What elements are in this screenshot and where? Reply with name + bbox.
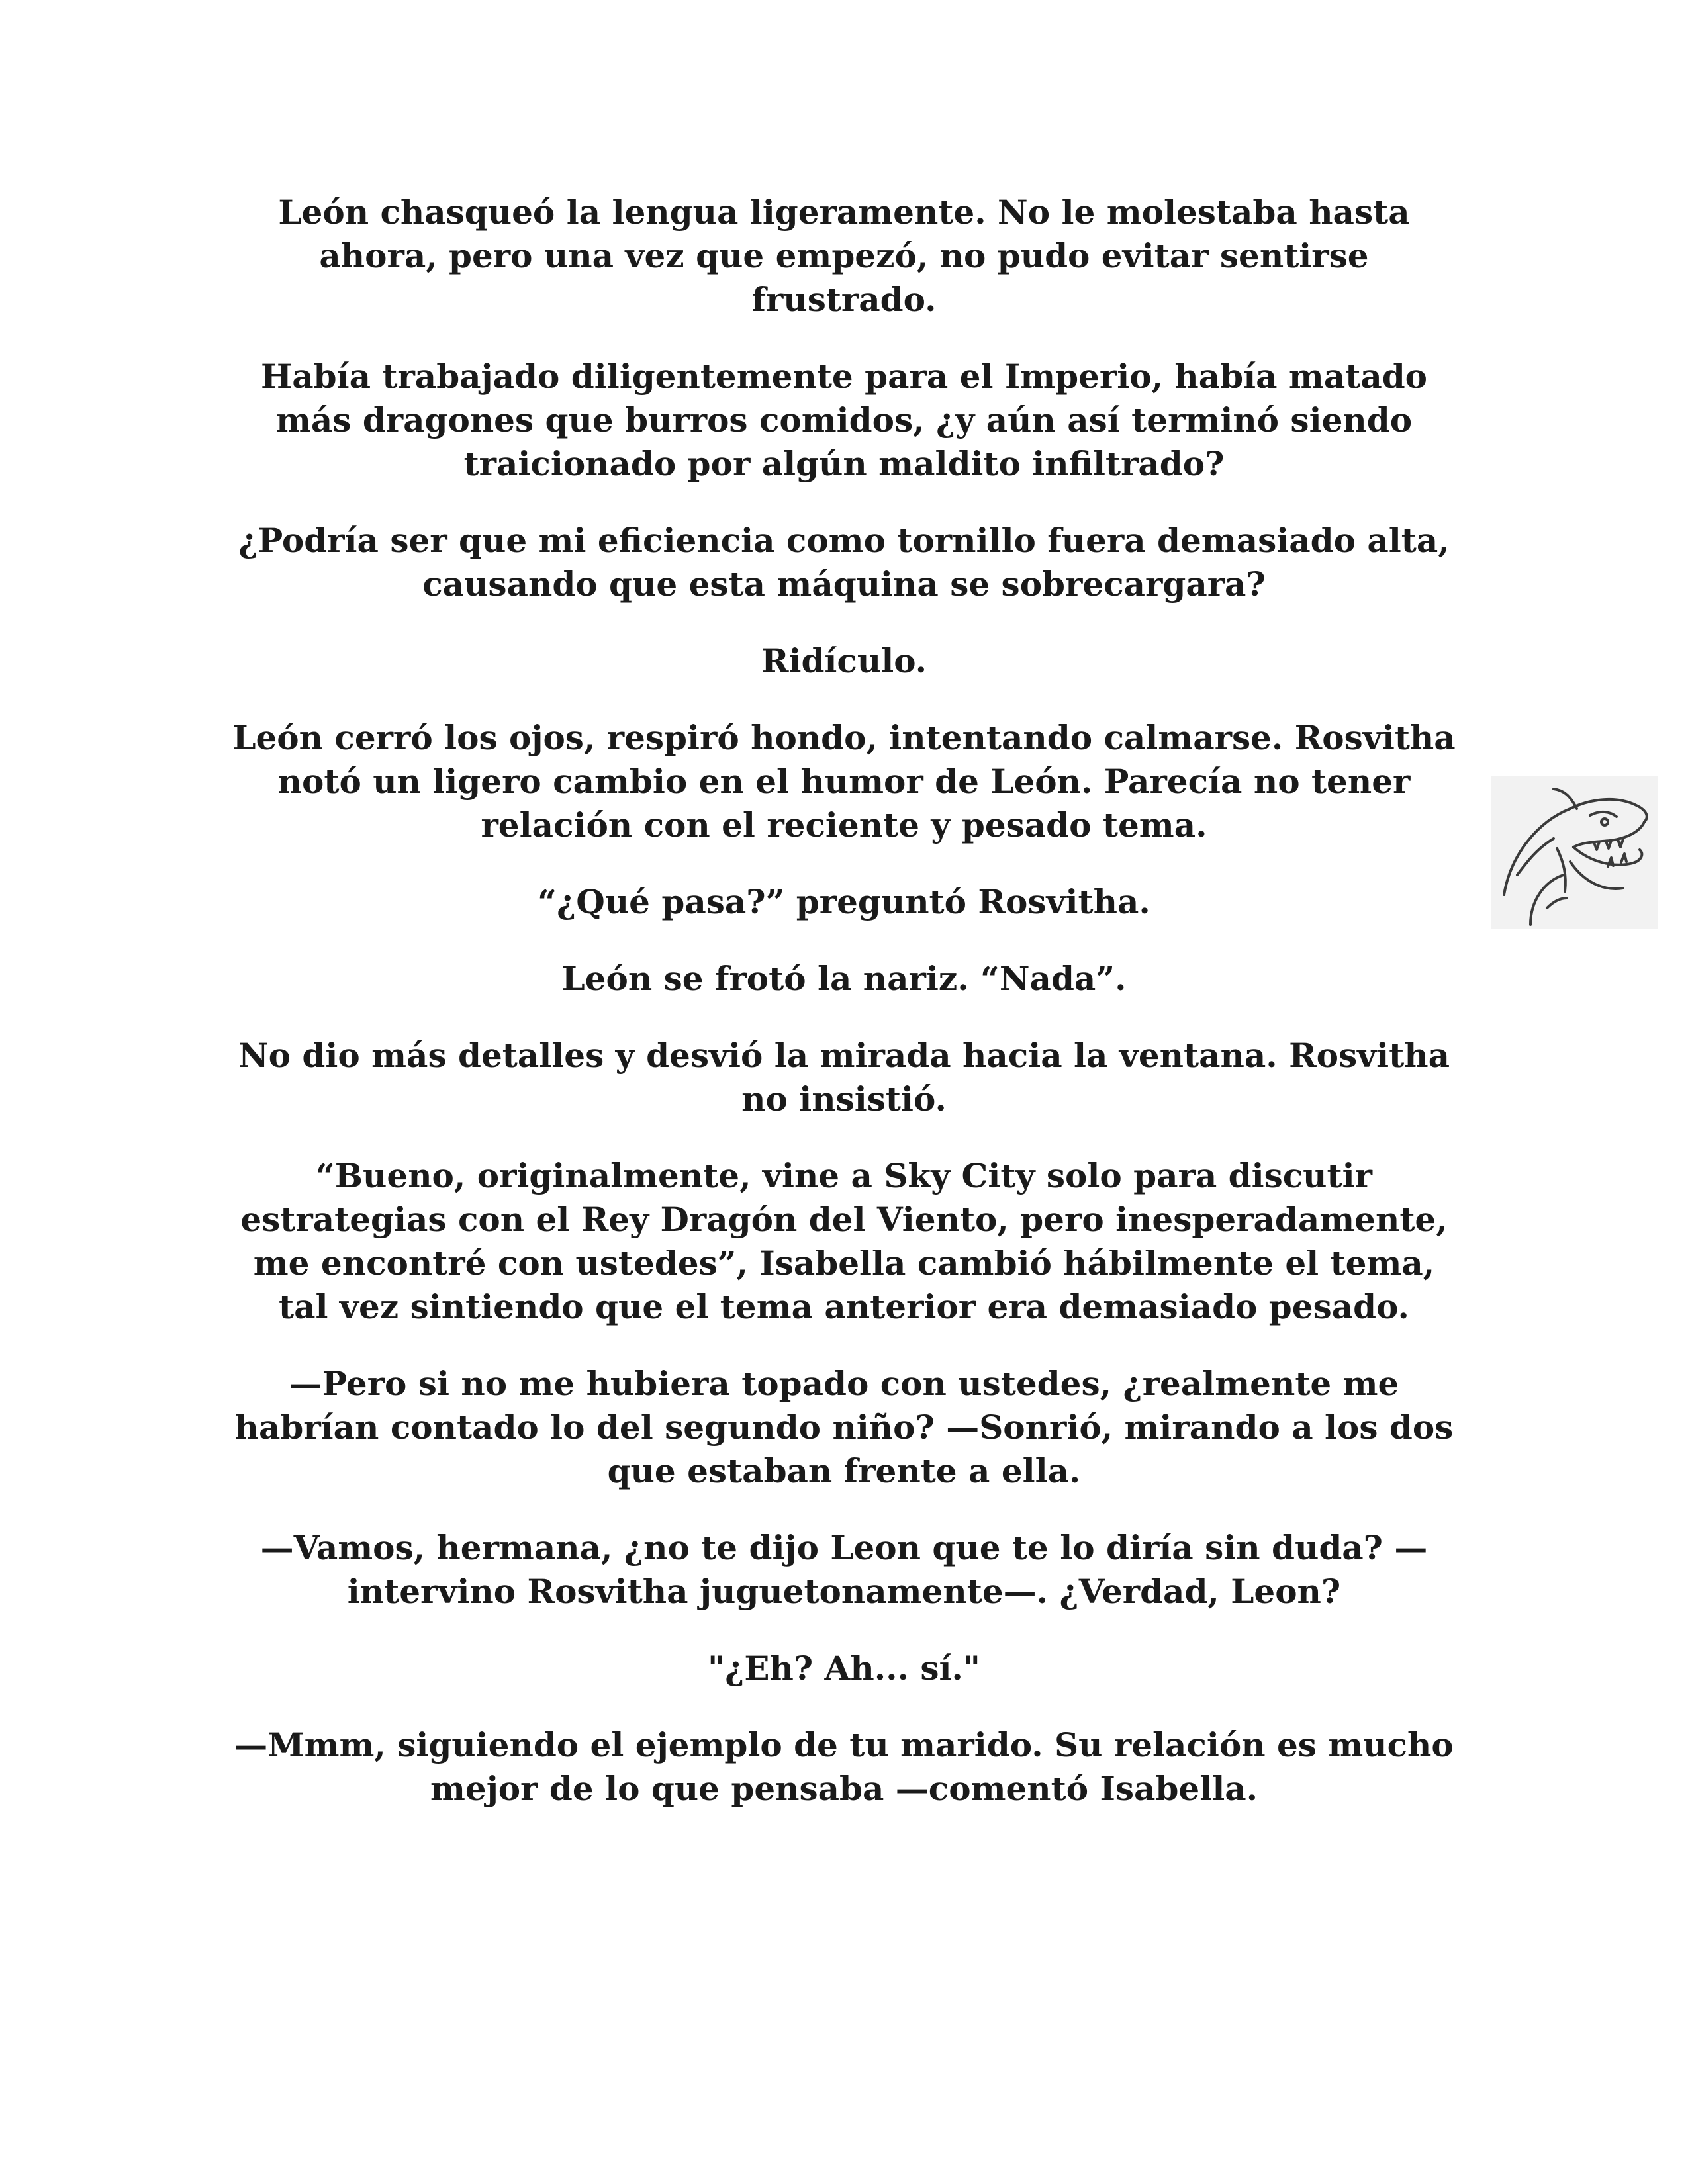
paragraph: —Mmm, siguiendo el ejemplo de tu marido. Su relación es mucho mejor de lo que pensaba —comentó Isabella. bbox=[234, 1725, 1454, 1808]
paragraph: —Pero si no me hubiera topado con ustedes, ¿realmente me habrían contado lo del segundo niño? —Sonrió, mirando a los dos que estaban frente a ella. bbox=[234, 1364, 1454, 1490]
text-body bbox=[225, 191, 1463, 1844]
paragraph: León chasqueó la lengua ligeramente. No le molestaba hasta ahora, pero una vez que empezó, no pudo evitar sentirse frustrado. bbox=[278, 193, 1410, 319]
paragraph: "¿Eh? Ah... sí." bbox=[708, 1649, 980, 1688]
dragon-head-sketch-icon bbox=[1491, 776, 1658, 929]
paragraph: León cerró los ojos, respiró hondo, intentando calmarse. Rosvitha notó un ligero cambio en el humor de León. Parecía no tener relación con el reciente y pesado tema. bbox=[232, 718, 1456, 844]
paragraph: Había trabajado diligentemente para el Imperio, había matado más dragones que burros comidos, ¿y aún así terminó siendo traicionado por algún maldito infiltrado? bbox=[260, 357, 1428, 483]
paragraph: “Bueno, originalmente, vine a Sky City solo para discutir estrategias con el Rey Dragón del Viento, pero inesperadamente, me encontré con ustedes”, Isabella cambió hábilmente el tema, tal vez sintiendo que el tema anterior era demasiado pesado. bbox=[240, 1156, 1448, 1326]
paragraph: No dio más detalles y desvió la mirada hacia la ventana. Rosvitha no insistió. bbox=[238, 1036, 1450, 1118]
paragraph: ¿Podría ser que mi eficiencia como tornillo fuera demasiado alta, causando que esta máquina se sobrecargara? bbox=[238, 521, 1450, 604]
paragraph: Ridículo. bbox=[761, 641, 927, 680]
paragraph: León se frotó la nariz. “Nada”. bbox=[561, 959, 1127, 998]
paragraph: “¿Qué pasa?” preguntó Rosvitha. bbox=[538, 882, 1150, 921]
paragraph: —Vamos, hermana, ¿no te dijo Leon que te lo diría sin duda? —intervino Rosvitha juguetonamente—. ¿Verdad, Leon? bbox=[260, 1528, 1428, 1611]
